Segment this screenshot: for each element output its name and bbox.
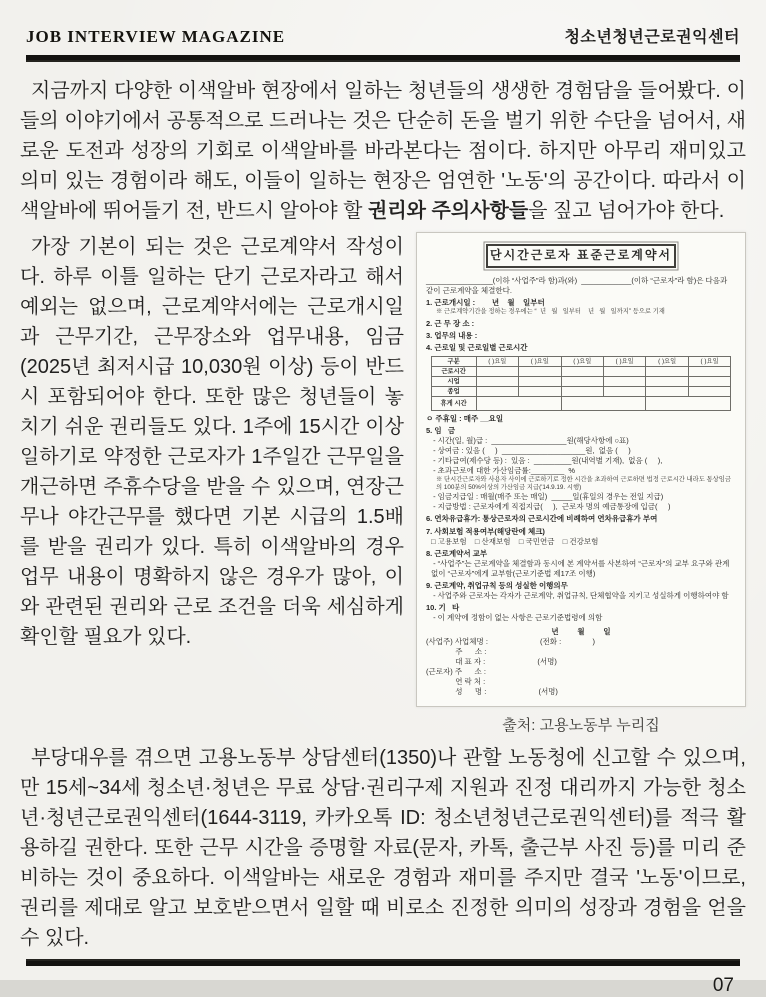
schedule-empty-cell bbox=[561, 397, 646, 411]
footer-rule bbox=[26, 959, 740, 966]
schedule-empty-cell bbox=[519, 367, 561, 377]
schedule-row-label: 시업 bbox=[431, 377, 476, 387]
form-caption: 출처: 고용노동부 누리집 bbox=[502, 717, 660, 735]
schedule-empty-cell bbox=[476, 377, 518, 387]
schedule-empty-cell bbox=[646, 397, 731, 411]
schedule-row-label: 근로시간 bbox=[431, 367, 476, 377]
schedule-empty-cell bbox=[561, 387, 603, 397]
form-social-insurance: 7. 사회보험 적용여부(해당란에 체크) bbox=[426, 526, 545, 536]
schedule-empty-cell bbox=[688, 377, 730, 387]
schedule-empty-cell bbox=[646, 387, 688, 397]
form-workplace: 2. 근 무 장 소 : bbox=[426, 318, 475, 328]
schedule-day-header: ( )요일 bbox=[603, 357, 645, 367]
schedule-header-row bbox=[431, 357, 731, 367]
schedule-empty-cell bbox=[476, 387, 518, 397]
schedule-col-header: 구분 bbox=[431, 357, 476, 367]
schedule-row-break bbox=[431, 397, 731, 411]
outro-paragraph: 부당대우를 겪으면 고용노동부 상담센터(1350)나 관할 노동청에 신고할 수 있으며, 만 15세~34세 청소년·청년은 무료 상담·권리구제 지원과 진정 대리까지 가능한 청소년·청년근로권익센터(1644-3119, 카카오톡 ID: 청소년청년근로권익센터)를 적극 활용하길 권한다. 또한 근무 시간을 증명할 자료(문자, 카톡, 출근부 사진 등)를 미리 준비하는 것이 중요하다. 이색알바는 새로운 경험과 재미를 주지만 결국 '노동'이므로, 권리를 제대로 알고 보호받으면서 일할 때 비로소 진정한 의미의 성장과 경험을 얻을 수 있다. bbox=[20, 747, 746, 950]
schedule-row-label: 종업 bbox=[431, 387, 476, 397]
form-signature-line: (사업주) 사업체명 : (전화 : ) bbox=[426, 637, 595, 647]
schedule-empty-cell bbox=[519, 377, 561, 387]
schedule-empty-cell bbox=[603, 367, 645, 377]
form-signature-line: 주 소 : bbox=[426, 647, 487, 656]
page-footer bbox=[20, 953, 746, 997]
schedule-row-label: 휴게 시간 bbox=[431, 397, 476, 411]
schedule-empty-cell bbox=[476, 397, 561, 411]
form-wage-line: - 시간(일, 월)급 : __________________원(해당사항에 ○표) bbox=[431, 436, 629, 446]
schedule-empty-cell bbox=[603, 387, 645, 397]
schedule-day-header: ( )요일 bbox=[688, 357, 730, 367]
form-signature-line: 연 락 처 : bbox=[426, 676, 486, 686]
left-column-paragraph: 가장 기본이 되는 것은 근로계약서 작성이다. 하루 이틀 일하는 단기 근로자라고 해서 예외는 없으며, 근로계약서에는 근로개시일과 근무기간, 근무장소와 업무내용, 임금(2025년 최저시급 10,030원 이상) 등이 반드시 포함되어야 한다. 또한 많은 청년들이 놓치기 쉬운 권리들도 있다. 1주에 15시간 이상 일하기로 약정한 근로자가 1주일간 근무일을 개근하면 주휴수당을 받을 수 있으며, 연장근무나 야간근무를 했다면 기본 시급의 1.5배를 받을 권리가 있다. 특히 이색알바의 경우 업무 내용이 명확하지 않은 경우가 많아, 이와 관련된 권리와 근로 조건을 더욱 세심하게 확인할 필요가 있다. bbox=[20, 236, 404, 648]
intro-paragraph bbox=[20, 76, 746, 226]
form-wage-heading: 5. 임 금 bbox=[426, 426, 456, 436]
form-workdays-heading: 4. 근로일 및 근로일별 근로시간 bbox=[426, 343, 528, 353]
schedule-empty-cell bbox=[519, 387, 561, 397]
form-wage-line: - 상여금 : 있음 ( ) ____________________원, 없음 ( ) bbox=[431, 446, 631, 456]
right-column bbox=[416, 232, 746, 735]
form-wage-line: - 기타급여(제수당 등) : 있음 : _________원(내역별 기재), 없음 ( ), bbox=[431, 455, 663, 465]
intro-text-post: 을 짚고 넘어가야 한다. bbox=[528, 200, 725, 222]
labor-contract-form bbox=[416, 232, 746, 707]
form-annual-leave: 6. 연차유급휴가: 통상근로자의 근로시간에 비례하여 연차유급휴가 부여 bbox=[426, 514, 658, 524]
schedule-row-worktime bbox=[431, 367, 731, 377]
form-etc-detail: - 이 계약에 정함이 없는 사항은 근로기준법령에 의함 bbox=[431, 613, 603, 623]
form-start-date: 1. 근로개시일 : 년 월 일부터 bbox=[426, 298, 545, 308]
form-wage-line: - 지급방법 : 근로자에게 직접지급( ), 근로자 명의 예금통장에 입금( ) bbox=[431, 501, 671, 511]
form-contract-copy-detail: - “사업주”는 근로계약을 체결함과 동시에 본 계약서를 사본하여 “근로자”의 교부 요구와 관계없이 “근로자”에게 교부함(근로기준법 제17조 이행) bbox=[431, 558, 730, 578]
form-signature-line: 성 명 : (서명) bbox=[426, 686, 558, 696]
form-job-description: 3. 업무의 내용 : bbox=[426, 331, 478, 341]
center-name: 청소년청년근로권익센터 bbox=[564, 29, 740, 46]
schedule-empty-cell bbox=[561, 367, 603, 377]
schedule-empty-cell bbox=[561, 377, 603, 387]
page-header bbox=[20, 24, 746, 47]
two-column-section bbox=[20, 232, 746, 735]
form-etc-heading: 10. 기 타 bbox=[426, 603, 460, 613]
schedule-empty-cell bbox=[688, 387, 730, 397]
form-title: 단시간근로자 표준근로계약서 bbox=[486, 244, 676, 268]
form-date-line: 년 월 일 bbox=[551, 627, 611, 637]
form-contract-copy: 8. 근로계약서 교부 bbox=[426, 548, 488, 558]
schedule-row-start bbox=[431, 377, 731, 387]
intro-text-bold: 권리와 주의사항들 bbox=[368, 200, 529, 222]
schedule-empty-cell bbox=[646, 367, 688, 377]
intro-text-pre: 지금까지 다양한 이색알바 현장에서 일하는 청년들의 생생한 경험담을 들어봤다. 이들의 이야기에서 공통적으로 드러나는 것은 단순히 돈을 벌기 위한 수단을 넘어서, 새로운 도전과 성장의 기회로 이색알바를 바라본다는 점이다. 하지만 아무리 재미있고 의미 있는 경험이라 해도, 이들이 일하는 현장은 엄연한 '노동'의 공간이다. 따라서 이색알바에 뛰어들기 전, 반드시 알아야 할 bbox=[20, 80, 746, 222]
form-weekly-holiday: ㅇ 주휴일 : 매주 __요일 bbox=[426, 413, 504, 423]
magazine-title: JOB INTERVIEW MAGAZINE bbox=[26, 27, 286, 46]
form-signature-line: (근로자) 주 소 : bbox=[426, 666, 486, 676]
header-rule bbox=[26, 55, 740, 62]
form-parties-line: ________________(이하 “사업주”라 함)과(와) ____________(이하 “근로자”라 함)은 다음과 같이 근로계약을 체결한다. bbox=[426, 275, 730, 295]
schedule-row-end bbox=[431, 387, 731, 397]
schedule-empty-cell bbox=[646, 377, 688, 387]
form-wage-note: ※ 단시간근로자와 사용자 사이에 근로하기로 정한 시간을 초과하여 근로하면 법정 근로시간 내라도 통상임금의 100분의 50%이상의 가산임금 지급('14.9.19. 시행) bbox=[436, 475, 731, 491]
schedule-empty-cell bbox=[476, 367, 518, 377]
schedule-empty-cell bbox=[603, 377, 645, 387]
form-faithful-duty: 9. 근로계약, 취업규칙 등의 성실한 이행의무 bbox=[426, 581, 568, 591]
form-start-date-note: ※ 근로계약기간을 정하는 경우에는 “ 년 월 일부터 년 월 일까지” 등으로 기재 bbox=[436, 308, 665, 315]
form-insurance-options: □ 고용보험 □ 산재보험 □ 국민연금 □ 건강보험 bbox=[431, 536, 599, 546]
page-number: 07 bbox=[712, 975, 734, 997]
schedule-empty-cell bbox=[688, 367, 730, 377]
schedule-day-header: ( )요일 bbox=[476, 357, 518, 367]
form-wage-line: - 초과근로에 대한 가산임금률:________ % bbox=[431, 465, 576, 475]
schedule-day-header: ( )요일 bbox=[561, 357, 603, 367]
schedule-day-header: ( )요일 bbox=[646, 357, 688, 367]
form-signature-line: 대 표 자 : (서명) bbox=[426, 656, 557, 666]
schedule-day-header: ( )요일 bbox=[519, 357, 561, 367]
work-schedule-table bbox=[431, 356, 732, 411]
form-wage-line: - 임금지급일 : 매월(매주 또는 매일) _____일(휴일의 경우는 전일 지급) bbox=[431, 492, 664, 502]
form-faithful-duty-detail: - 사업주와 근로자는 각자가 근로계약, 취업규칙, 단체협약을 지키고 성실하게 이행하여야 함 bbox=[431, 591, 729, 601]
